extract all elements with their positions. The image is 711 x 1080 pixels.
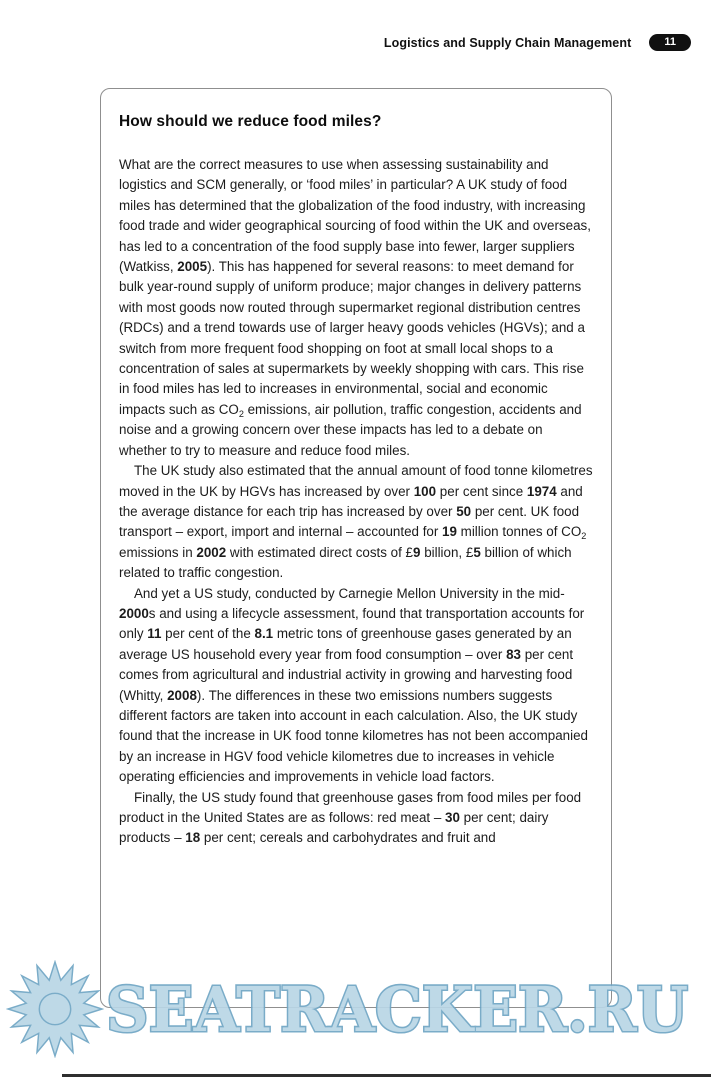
paragraph: Finally, the US study found that greenhouse gases from food miles per food product in the United States are as follows: red meat – 30 per cent; dairy products – 18 per cent; cereals and carbohydrates and fruit and <box>119 789 582 846</box>
paragraph: The UK study also estimated that the annual amount of food tonne kilometres moved in the UK by HGVs has increased by over 100 per cent since 1974 and the average distance for each trip has increased by over 50 per cent. UK food transport – export, import and internal – accounted for 19 million tonnes of $CO_2$ emissions in 2002 with estimated direct costs of £9 billion, £5 billion of which related to traffic congestion. <box>119 463 593 581</box>
callout-heading: How should we reduce food miles? <box>119 113 382 130</box>
body-paragraphs <box>119 155 593 849</box>
sun-core <box>39 993 70 1024</box>
food-miles-callout-box <box>100 88 612 1008</box>
paragraph: What are the correct measures to use when assessing sustainability and logistics and SCM generally, or ‘food miles’ in particular? A UK study of food miles has determined that the globalization of the food industry, with increasing food trade and wider geographical sourcing of food within the UK and overseas, has led to a concentration of the food supply base into fewer, larger suppliers (Watkiss, 2005). This has happened for several reasons: to meet demand for bulk year-round supply of uniform produce; major changes in delivery patterns with most goods now routed through supermarket regional distribution centres (RDCs) and a trend towards use of larger heavy goods vehicles (HGVs); and a switch from more frequent food shopping on foot at small local shops to a concentration of sales at supermarkets by weekly shopping with cars. This rise in food miles has led to increases in environmental, social and economic impacts such as $CO_2$ emissions, air pollution, traffic congestion, accidents and noise and a growing concern over these impacts has led to a debate on whether to try to measure and reduce food miles. <box>119 157 591 458</box>
paragraph: And yet a US study, conducted by Carnegie Mellon University in the mid-2000s and using a lifecycle assessment, found that transportation accounts for only 11 per cent of the 8.1 metric tons of greenhouse gases generated by an average US household every year from food consumption – over 83 per cent comes from agricultural and industrial activity in growing and harvesting food (Whitty, 2008). The differences in these two emissions numbers suggests different factors are taken into account in each calculation. Also, the UK study found that the increase in UK food tonne kilometres has not been accompanied by an increase in HGV food vehicle kilometres due to increases in vehicle operating efficiencies and improvements in vehicle load factors. <box>119 585 588 785</box>
page-number-badge: 11 <box>649 34 691 51</box>
running-header <box>384 34 691 51</box>
bottom-rule <box>62 1074 711 1077</box>
watermark <box>6 960 709 1058</box>
sun-icon <box>6 960 104 1058</box>
running-header-title: Logistics and Supply Chain Management <box>383 35 632 50</box>
watermark-text: SEATRACKER.RU <box>106 973 689 1045</box>
